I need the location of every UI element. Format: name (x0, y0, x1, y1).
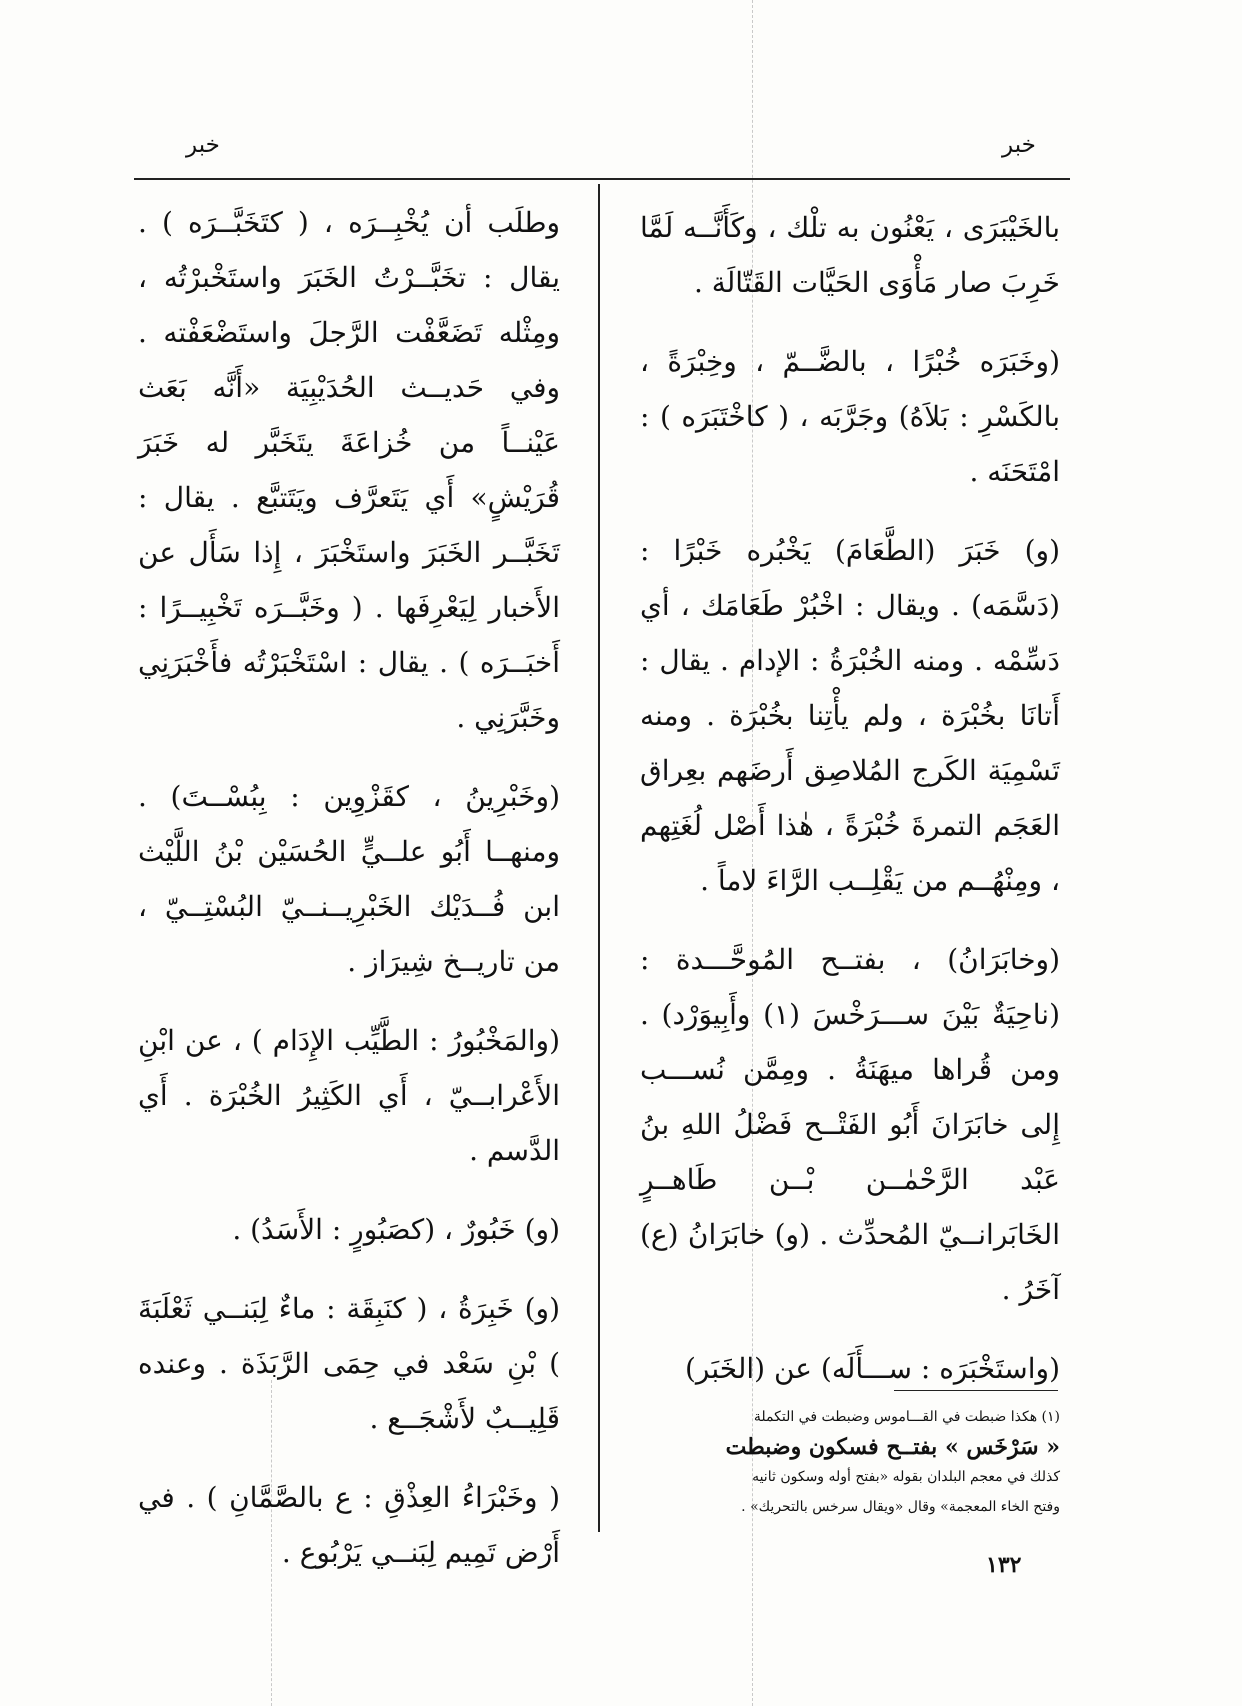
paragraph: وطلَب أن يُخْبِــرَه ، ( كتَخَبَّــرَه ) . يقال : تخَبَّــرْتُ الخَبَرَ واستَخْبرْتُه ، ومِثْله تَضَعَّفْت الرَّجلَ واستَضْعَفْته . وفي حَديــث الحُدَيْبِيَة «أَنَّه بَعَث عَيْنــاً من خُزاعَةَ يتَخَبَّر له خَبَرَ قُرَيْشٍ» أَي يَتَعرَّف ويَتَتبَّع . يقال : تَخَبَّــر الخَبَرَ واستَخْبَرَ ، إِذا سَأَل عن الأَخبار لِيَعْرِفَها . ( وخَبَّــرَه تَخْبِيــرًا : أَخبَــرَه ) . يقال : اسْتَخْبَرْتُه فأَخْبَرَنِي وخَبَّرَنِي . (138, 206, 560, 734)
page-number: ١٣٢ (986, 1552, 1022, 1578)
footnote-line: (١) هكذا ضبطت في القـــاموس وضبطت في التكملة (753, 1409, 1060, 1425)
running-head-right: خبر (1002, 132, 1036, 158)
paragraph: (و) خَبِرَةُ ، ( كنَبِقَة : ماءٌ لِبَنــي ثَعْلَبَةَ ) بْنِ سَعْد في حِمَى الرَّبَذَة . وعنده قَلِيــبٌ لأَشْجَــع . (138, 1292, 560, 1435)
footnote-line: وفتح الخاء المعجمة» وقال «ويقال سرخس بالتحريك» . (741, 1499, 1060, 1515)
column-divider (598, 184, 600, 1532)
paragraph: (وخَبَرَه خُبْرًا ، بالضَّــمّ ، وخِبْرَةً ، بالكَسْرِ : بَلاَهُ) وجَرَّبَه ، ( كاخْتَبَرَه ) : امْتَحَنَه . (640, 345, 1060, 488)
running-head-left: خبر (186, 132, 220, 158)
paragraph: بالخَيْبَرَى ، يَعْنُون به تلْك ، وكَأَنَّــه لَمَّا خَرِبَ صار مَأْوَى الحَيَّات القَتّالَة . (640, 211, 1060, 299)
paragraph: ( وخَبْرَاءُ العِذْقِ : ع بالصَّمَّانِ ) . في أَرْض تَمِيم لِبَنــي يَرْبُوع . (138, 1481, 560, 1569)
footnote-line: « سَرْخَس » بفتــح فسكون وضبطت (725, 1434, 1060, 1460)
paragraph: (و) خَبُورٌ ، (كصَبُورٍ : الأَسَدُ) . (232, 1213, 560, 1246)
paragraph: (و) خَبَرَ (الطَّعَامَ) يَخْبُره خَبْرًا : (دَسَّمَه) . ويقال : اخْبُرْ طَعَامَك ، أي دَسِّمْه . ومنه الخُبْرَةُ : الإدام . يقال : أَتانَا بخُبْرَة ، ولم يأْتِنا بخُبْرَة . ومنه تَسْمِيَة الكَرج المُلاصِق أَرضَهم بعِراق العَجَم التمرةَ خُبْرَةً ، هٰذا أَصْل لُغَتِهم ، ومِنْهُــم من يَقْلِــب الرَّاءَ لاماً . (640, 534, 1060, 897)
left-text-column (138, 195, 560, 1604)
header-rule (134, 178, 1070, 180)
footnote-line: كذلك في معجم البلدان بقوله «بفتح أوله وسكون ثانيه (752, 1469, 1060, 1485)
paragraph: (وخَبْرِينُ ، كقَزْوِين : بِبُسْــتَ) . ومنهــا أَبُو علــيٍّ الحُسَيْن بْنُ اللَّيْث ابن فُــدَيْك الخَبْرِيــنــيّ البُسْتِــيّ ، من تاريــخ شِيرَاز . (138, 780, 560, 978)
footnote-rule (894, 1390, 1058, 1391)
footnote (640, 1402, 1060, 1522)
paragraph: (وخابَرَانُ) ، بفتــح المُوحَّـــدة : (ناحِيَةٌ بَيْنَ ســـرَخْسَ (١) وأَبِيوَرْد) . ومن قُراها ميهَنَةُ . ومِمَّن نُســـب إِلى خابَرَانَ أَبُو الفَتْــح فَضْلُ اللهِ بنُ عَبْد الرَّحْمٰــن بْــن طَاهــرٍ الخَابَرانــيّ المُحدِّث . (و) خابَرَانُ (ع) آخَرُ . (640, 943, 1060, 1306)
right-text-column (640, 200, 1060, 1412)
paragraph: (والمَخْبُورُ : الطَّيِّب الإِدَام ) ، عن ابْنِ الأَعْرابــيّ ، أَي الكَثِيرُ الخُبْرَة . أَي الدَّسم . (138, 1024, 560, 1167)
paragraph: (واستَخْبَرَه : ســـأَلَه) عن (الخَبَر) (684, 1352, 1060, 1385)
